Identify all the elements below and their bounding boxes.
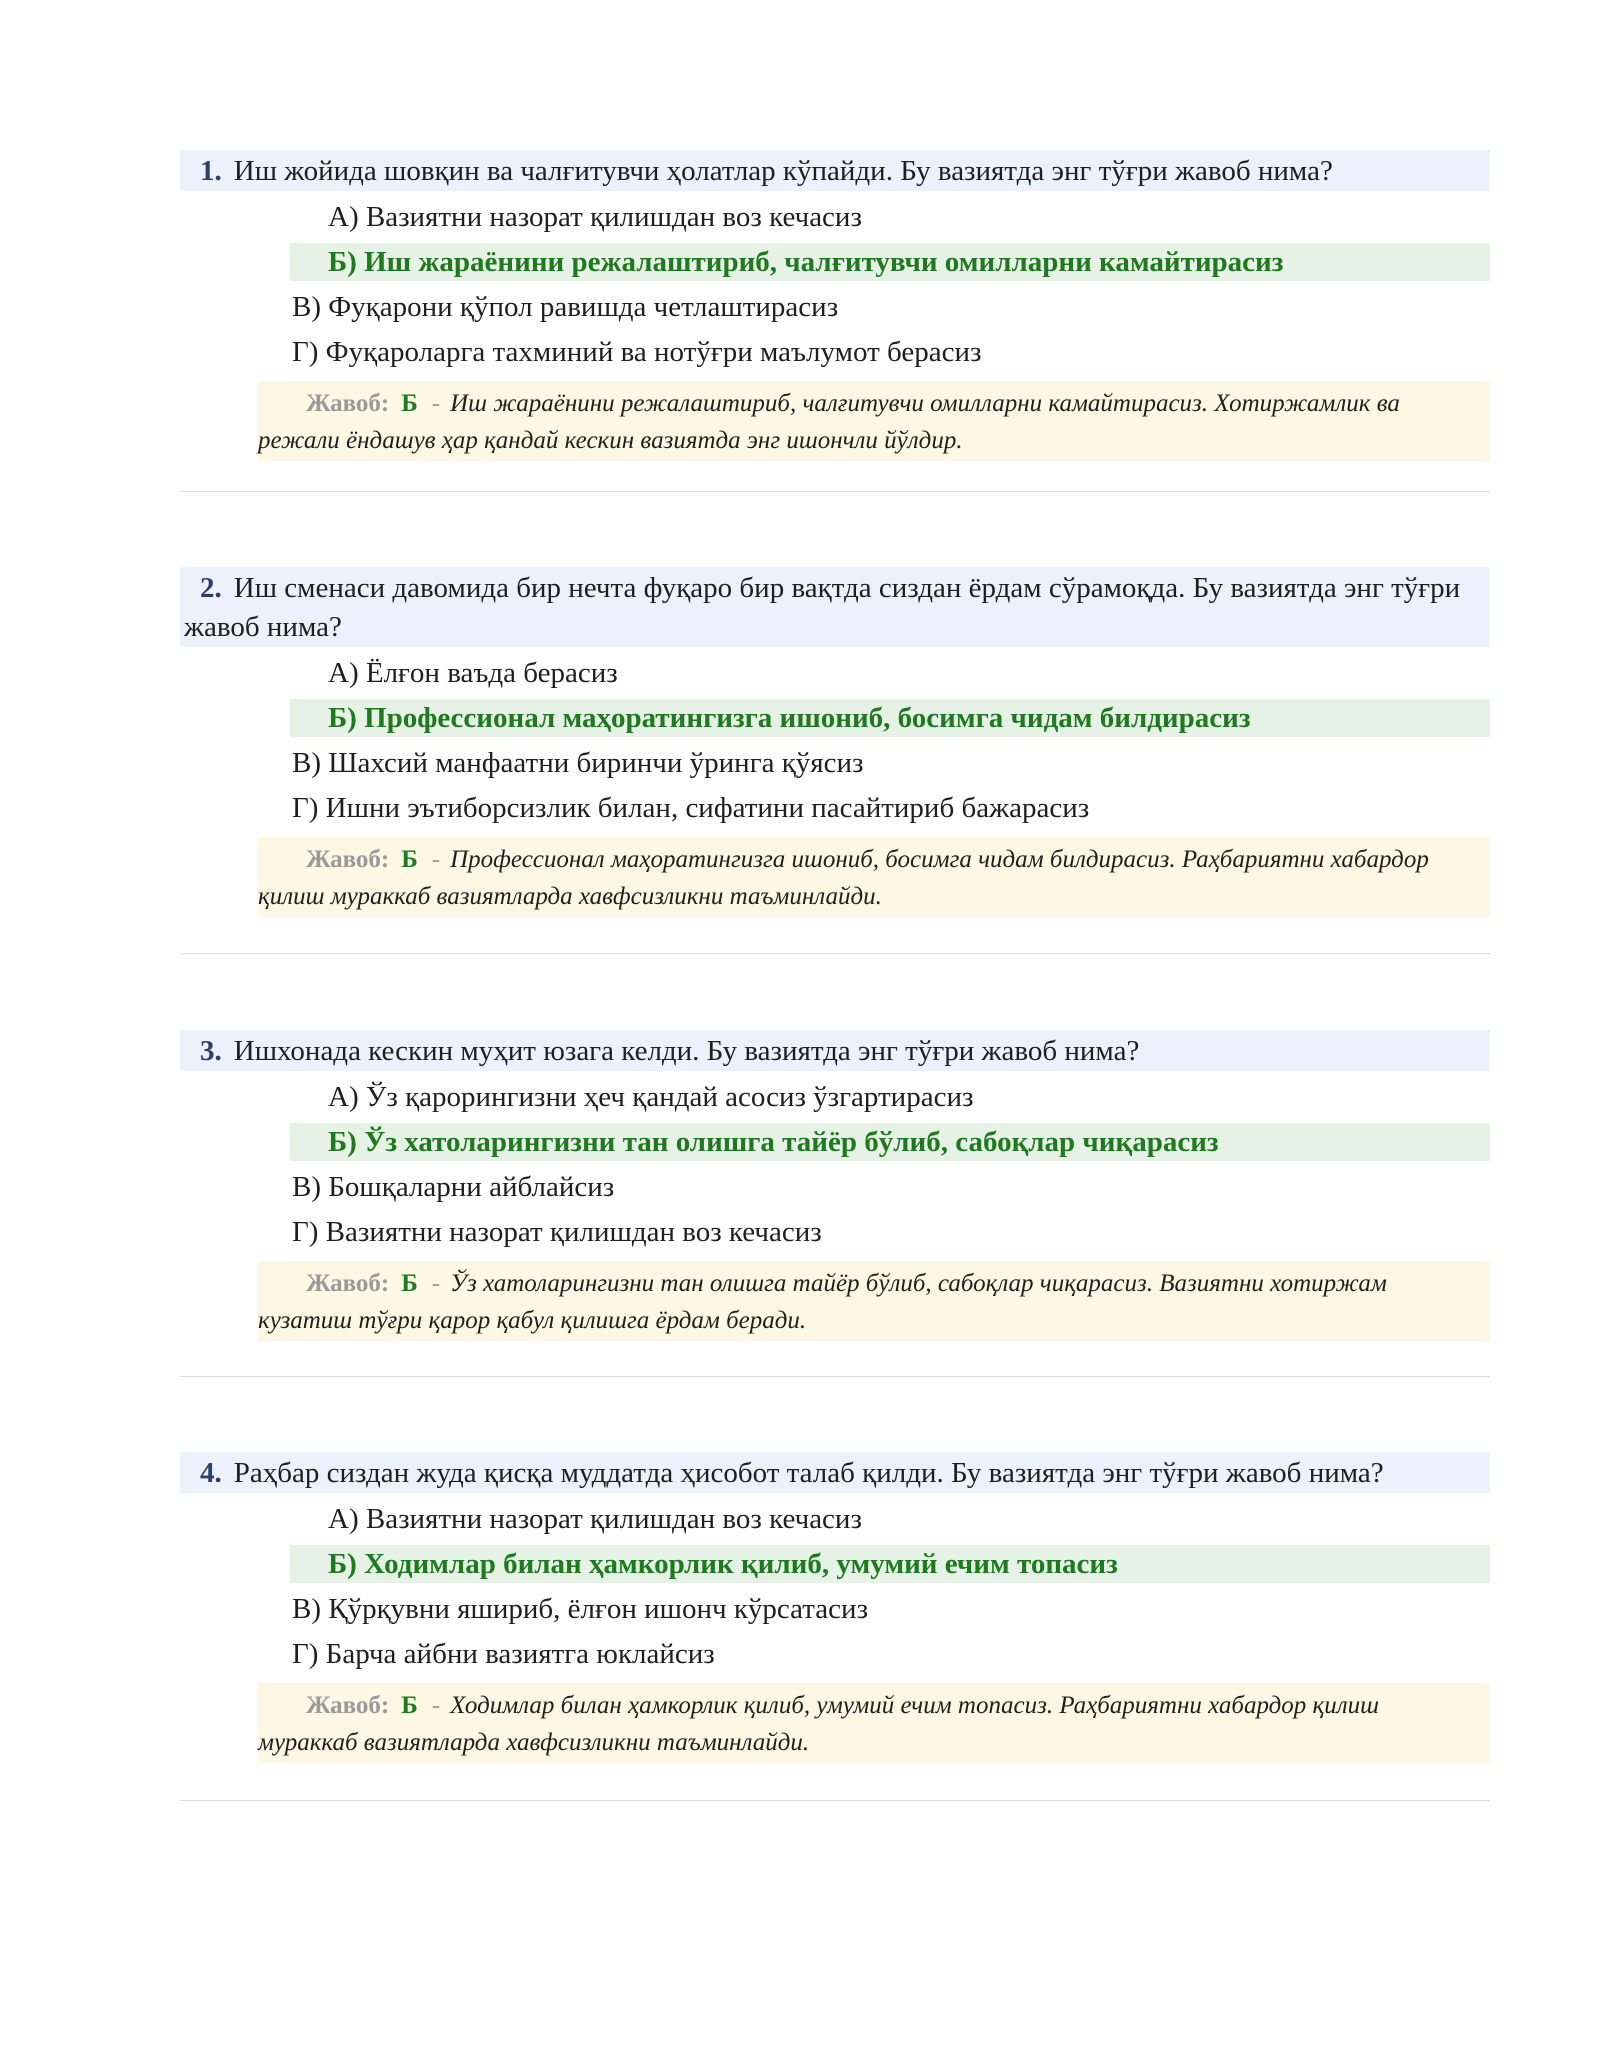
- answer-text: Иш жараёнини режалаштириб, чалғитувчи омилларни камайтирасиз. Хотиржамлик ва режали ёндашув ҳар қандай кескин вазиятда энг ишончли йўлдир.: [258, 390, 1400, 454]
- option-a: А) Ўз қарорингизни ҳеч қандай асосиз ўзгартирасиз: [328, 1081, 974, 1113]
- answer-letter: Б: [401, 1692, 418, 1719]
- answer-explanation: [258, 1261, 1490, 1341]
- question-text: Иш жойида шовқин ва чалғитувчи ҳолатлар кўпайди. Бу вазиятда энг тўғри жавоб нима?: [233, 155, 1333, 187]
- option-c: В) Бошқаларни айблайсиз: [292, 1171, 615, 1203]
- question-2: [180, 567, 1490, 917]
- option-b-correct: Б) Ўз хатоларингизни тан олишга тайёр бўлиб, сабоқлар чиқарасиз: [290, 1123, 1490, 1161]
- option-d: Г) Фуқароларга тахминий ва нотўғри маълумот берасиз: [292, 336, 982, 368]
- answer-label: Жавоб:: [306, 390, 390, 417]
- question-number: 3.: [200, 1035, 222, 1067]
- divider: [180, 953, 1490, 954]
- option-d: Г) Вазиятни назорат қилишдан воз кечасиз: [292, 1216, 822, 1248]
- option-c: В) Шахсий манфаатни биринчи ўринга қўясиз: [292, 747, 864, 779]
- option-b-correct: Б) Профессионал маҳоратингизга ишониб, босимга чидам билдирасиз: [290, 699, 1490, 737]
- option-c: В) Қўрқувни яшириб, ёлғон ишонч кўрсатасиз: [292, 1593, 869, 1625]
- answer-dash: -: [431, 1692, 441, 1719]
- question-number: 1.: [200, 155, 222, 187]
- question-text: Раҳбар сиздан жуда қисқа муддатда ҳисобот талаб қилди. Бу вазиятда энг тўғри жавоб нима?: [233, 1457, 1384, 1489]
- option-a: А) Вазиятни назорат қилишдан воз кечасиз: [328, 1503, 862, 1535]
- answer-dash: -: [431, 390, 441, 417]
- answer-explanation: [258, 1683, 1490, 1763]
- answer-text: Ўз хатоларингизни тан олишга тайёр бўлиб, сабоқлар чиқарасиз. Вазиятни хотиржам кузатиш тўғри қарор қабул қилишга ёрдам беради.: [258, 1270, 1387, 1334]
- divider: [180, 491, 1490, 492]
- question-text: Ишхонада кескин муҳит юзага келди. Бу вазиятда энг тўғри жавоб нима?: [233, 1035, 1140, 1067]
- question-number: 4.: [200, 1457, 222, 1489]
- question-header: [180, 150, 1490, 191]
- option-a: А) Ёлғон ваъда берасиз: [328, 657, 618, 689]
- answer-letter: Б: [401, 1270, 418, 1297]
- answer-label: Жавоб:: [306, 1270, 390, 1297]
- option-b-correct: Б) Иш жараёнини режалаштириб, чалғитувчи омилларни камайтирасиз: [290, 243, 1490, 281]
- question-1: [180, 150, 1490, 461]
- option-d: Г) Барча айбни вазиятга юклайсиз: [292, 1638, 715, 1670]
- option-b-correct: Б) Ходимлар билан ҳамкорлик қилиб, умумий ечим топасиз: [290, 1545, 1490, 1583]
- question-number: 2.: [200, 572, 222, 604]
- divider: [180, 1376, 1490, 1377]
- answer-label: Жавоб:: [306, 846, 390, 873]
- question-text: Иш сменаси давомида бир нечта фуқаро бир вақтда сиздан ёрдам сўрамоқда. Бу вазиятда энг тўғри жавоб нима?: [184, 572, 1461, 643]
- option-a: А) Вазиятни назорат қилишдан воз кечасиз: [328, 201, 862, 233]
- answer-dash: -: [431, 846, 441, 873]
- answer-label: Жавоб:: [306, 1692, 390, 1719]
- answer-text: Ходимлар билан ҳамкорлик қилиб, умумий ечим топасиз. Раҳбариятни хабардор қилиш мураккаб вазиятларда хавфсизликни таъминлайди.: [258, 1692, 1380, 1756]
- answer-dash: -: [431, 1270, 441, 1297]
- question-header: [180, 1452, 1490, 1493]
- question-4: [180, 1452, 1490, 1763]
- answer-explanation: [258, 837, 1490, 917]
- question-header: [180, 1030, 1490, 1071]
- question-3: [180, 1030, 1490, 1341]
- divider: [180, 1800, 1490, 1801]
- answer-letter: Б: [401, 846, 418, 873]
- question-header: [180, 567, 1490, 647]
- answer-letter: Б: [401, 390, 418, 417]
- option-c: В) Фуқарони қўпол равишда четлаштирасиз: [292, 291, 839, 323]
- answer-text: Профессионал маҳоратингизга ишониб, босимга чидам билдирасиз. Раҳбариятни хабардор қилиш мураккаб вазиятларда хавфсизликни таъминлайди.: [258, 846, 1429, 910]
- option-d: Г) Ишни эътиборсизлик билан, сифатини пасайтириб бажарасиз: [292, 792, 1090, 824]
- answer-explanation: [258, 381, 1490, 461]
